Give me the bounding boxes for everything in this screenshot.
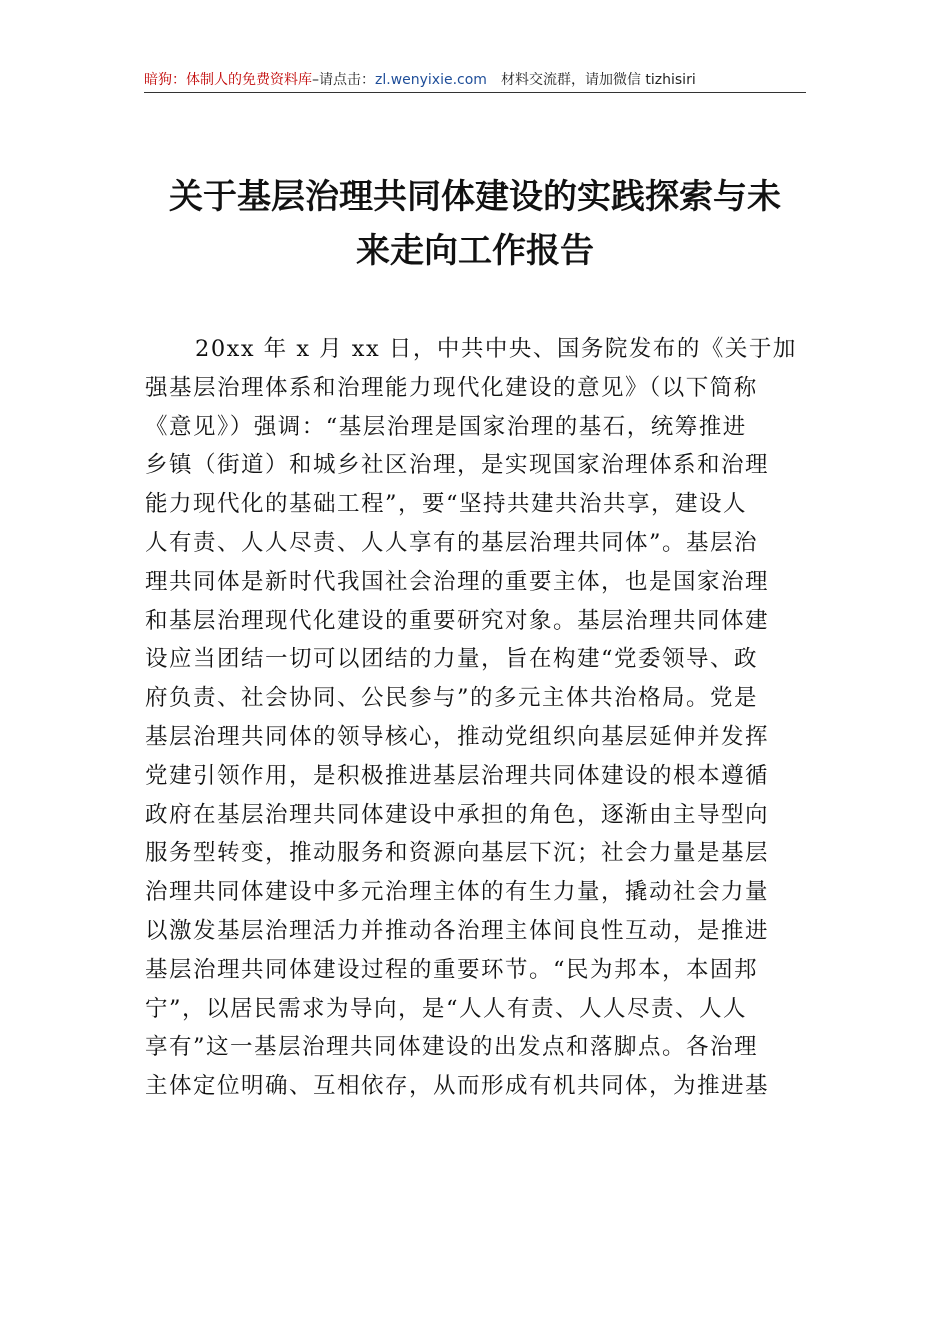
body-line: 和基层治理现代化建设的重要研究对象。基层治理共同体建 <box>145 607 770 634</box>
body-line: 以激发基层治理活力并推动各治理主体间良性互动，是推进 <box>145 917 770 944</box>
page-header <box>144 68 806 93</box>
title-line-2: 来走向工作报告 <box>356 231 594 271</box>
body-line: 《意见》）强调：“基层治理是国家治理的基石，统筹推进 <box>145 413 747 440</box>
title-line-1: 关于基层治理共同体建设的实践探索与未 <box>169 177 781 217</box>
body-line: 设应当团结一切可以团结的力量，旨在构建“党委领导、政 <box>145 646 759 673</box>
body-line: 府负责、社会协同、公民参与”的多元主体共治格局。党是 <box>145 685 759 712</box>
body-line: 强基层治理体系和治理能力现代化建设的意见》（以下简称 <box>145 374 758 401</box>
body-line: 20xx 年 x 月 xx 日，中共中央、国务院发布的《关于加 <box>195 336 797 362</box>
header-site-link[interactable]: zl.wenyixie.com <box>375 72 487 88</box>
document-title <box>130 170 820 278</box>
body-line: 理共同体是新时代我国社会治理的重要主体，也是国家治理 <box>145 568 770 595</box>
body-line: 治理共同体建设中多元治理主体的有生力量，撬动社会力量 <box>145 879 770 906</box>
body-line: 能力现代化的基础工程”，要“坚持共建共治共享，建设人 <box>145 491 748 518</box>
header-click-prompt: –请点击： <box>312 72 375 88</box>
body-line: 乡镇（街道）和城乡社区治理，是实现国家治理体系和治理 <box>145 452 770 479</box>
document-body <box>145 330 809 1106</box>
body-line: 主体定位明确、互相依存，从而形成有机共同体，为推进基 <box>145 1073 770 1100</box>
header-site-name: 暗狗：体制人的免费资料库 <box>144 72 312 88</box>
body-line: 服务型转变，推动服务和资源向基层下沉；社会力量是基层 <box>145 840 770 867</box>
body-line: 基层治理共同体建设过程的重要环节。“民为邦本，本固邦 <box>145 956 759 983</box>
body-line: 党建引领作用，是积极推进基层治理共同体建设的根本遵循 <box>145 762 770 789</box>
body-line: 人有责、人人尽责、人人享有的基层治理共同体”。基层治 <box>145 529 759 556</box>
body-line: 宁”，以居民需求为导向，是“人人有责、人人尽责、人人 <box>145 995 748 1022</box>
body-line: 基层治理共同体的领导核心，推动党组织向基层延伸并发挥 <box>145 723 770 750</box>
body-line: 享有”这一基层治理共同体建设的出发点和落脚点。各治理 <box>145 1034 759 1061</box>
body-line: 政府在基层治理共同体建设中承担的角色，逐渐由主导型向 <box>145 801 770 828</box>
header-wechat-note: 材料交流群，请加微信 tizhisiri <box>500 72 696 88</box>
